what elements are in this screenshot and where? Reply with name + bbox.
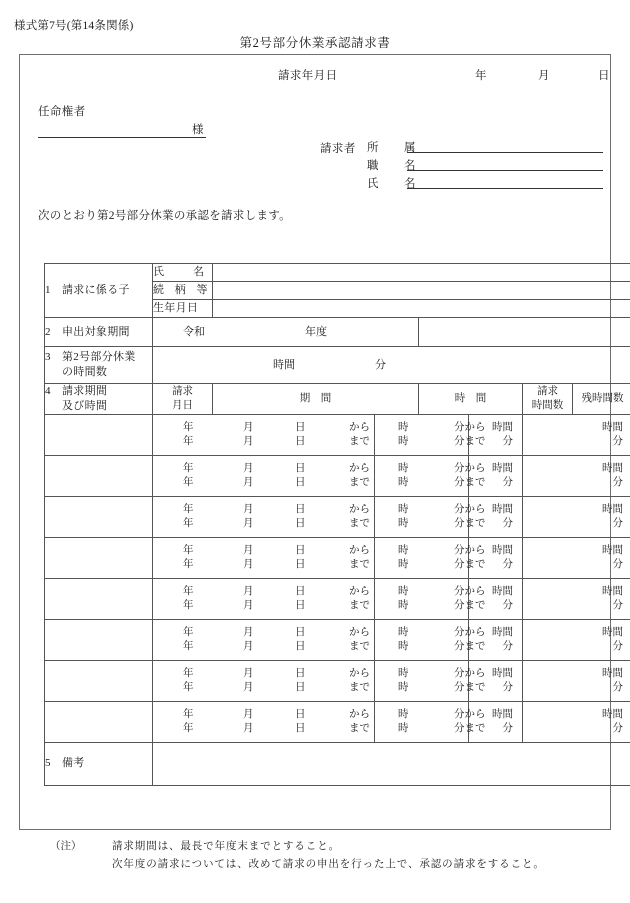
row-period-from	[153, 667, 374, 681]
appointer-name-field[interactable]	[38, 122, 206, 138]
row-period-to	[153, 599, 374, 613]
period-from-month-unit: 月	[243, 462, 254, 474]
row-remaining-hours-field[interactable]	[523, 701, 630, 742]
period-from-year-unit: 年	[183, 708, 194, 720]
row-time-field[interactable]	[375, 414, 486, 455]
period-from-conj: から	[349, 585, 370, 597]
row-claim-date-field[interactable]	[45, 701, 153, 742]
note-line-1: 請求期間は、最長で年度末までとすること。	[112, 841, 340, 852]
table-row	[45, 264, 630, 282]
period-to-year-unit: 年	[183, 558, 194, 570]
time-to-hour-unit: 時	[398, 517, 409, 529]
period-from-day-unit: 日	[295, 462, 306, 474]
period-to-day-unit: 日	[295, 558, 306, 570]
time-to-minute-unit: 分まで	[454, 517, 486, 529]
section3-label-line1: 第2号部分休業	[62, 351, 136, 364]
table-row	[45, 496, 630, 537]
row-claim-hours-field[interactable]	[469, 701, 523, 742]
row-period-to	[153, 722, 374, 736]
remarks-field[interactable]	[153, 742, 630, 785]
child-birthdate-field[interactable]	[213, 300, 630, 318]
row-time-to	[375, 476, 486, 490]
period-from-month-unit: 月	[243, 544, 254, 556]
section4-label-cell	[45, 384, 153, 415]
row-time-from	[375, 462, 486, 476]
period-to-conj: まで	[349, 640, 370, 652]
row-time-field[interactable]	[375, 660, 486, 701]
section3-label	[62, 350, 136, 380]
child-name-key-text: 氏 名	[153, 266, 213, 279]
period-from-conj: から	[349, 421, 370, 433]
section3-label-line2: の時間数	[62, 366, 108, 378]
row-time-field[interactable]	[375, 701, 486, 742]
notes-lines	[112, 838, 545, 875]
row-time-from	[375, 626, 486, 640]
header-claim-hours-line2: 時間数	[531, 399, 564, 411]
time-from-minute-unit: 分から	[454, 708, 486, 720]
requester-title: 請求者	[320, 143, 356, 155]
period-to-conj: まで	[349, 435, 370, 447]
row-period-from	[153, 585, 374, 599]
header-time-text: 時 間	[454, 392, 487, 404]
table-row	[45, 455, 630, 496]
section1-number: 1	[45, 284, 51, 297]
section3-hours-unit: 時間	[273, 359, 295, 371]
row-period-field[interactable]	[153, 496, 375, 537]
row-claim-date-field[interactable]	[45, 537, 153, 578]
period-to-month-unit: 月	[243, 435, 254, 447]
claim-hours-hour-unit: 時間	[492, 708, 513, 720]
period-to-month-unit: 月	[243, 681, 254, 693]
intro-sentence: 次のとおり第2号部分休業の承認を請求します。	[38, 210, 291, 222]
row-remaining-hours-field[interactable]	[523, 537, 630, 578]
note-line-2: 次年度の請求については、改めて請求の申出を行った上で、承認の請求をすること。	[112, 859, 545, 871]
notes-marker: （注）	[50, 841, 82, 852]
period-from-month-unit: 月	[243, 421, 254, 433]
period-to-conj: まで	[349, 599, 370, 611]
claim-date-year-unit: 年	[475, 70, 487, 82]
period-from-day-unit: 日	[295, 421, 306, 433]
remaining-minute-unit: 分	[612, 681, 623, 693]
period-from-day-unit: 日	[295, 544, 306, 556]
row-period-from	[153, 544, 374, 558]
row-period-field[interactable]	[153, 578, 375, 619]
section4-label-line2: 及び時間	[62, 399, 108, 412]
table-row	[45, 384, 630, 415]
period-from-conj: から	[349, 667, 370, 679]
time-from-hour-unit: 時	[398, 544, 409, 556]
claim-hours-hour-unit: 時間	[492, 585, 513, 597]
fiscal-year-label: 年度	[305, 326, 327, 338]
period-to-conj: まで	[349, 558, 370, 570]
period-from-conj: から	[349, 708, 370, 720]
time-from-hour-unit: 時	[398, 503, 409, 515]
requester-row-jobtitle	[367, 157, 603, 175]
remaining-hour-unit: 時間	[602, 708, 623, 720]
row-period-to	[153, 517, 374, 531]
period-to-day-unit: 日	[295, 722, 306, 734]
row-claim-hours-field[interactable]	[469, 537, 523, 578]
appointer-block	[38, 103, 206, 138]
section5-number: 5	[45, 757, 51, 770]
target-period-field[interactable]	[153, 318, 419, 347]
row-remaining-hours-field[interactable]	[523, 660, 630, 701]
period-from-year-unit: 年	[183, 667, 194, 679]
appointer-label: 任命権者	[38, 106, 86, 118]
header-claim-date-line1: 請求	[172, 385, 193, 397]
row-claim-hours-field[interactable]	[469, 619, 523, 660]
section5-label-cell	[45, 742, 153, 785]
requester-name-label: 氏 名	[367, 178, 423, 190]
period-from-month-unit: 月	[243, 708, 254, 720]
row-time-to	[375, 722, 486, 736]
period-from-day-unit: 日	[295, 708, 306, 720]
row-time-field[interactable]	[375, 496, 486, 537]
header-period	[213, 384, 419, 415]
period-from-year-unit: 年	[183, 421, 194, 433]
time-from-minute-unit: 分から	[454, 667, 486, 679]
section5-label: 備考	[62, 757, 85, 770]
claim-hours-minute-unit: 分	[502, 640, 513, 652]
time-to-hour-unit: 時	[398, 558, 409, 570]
period-from-day-unit: 日	[295, 585, 306, 597]
period-to-year-unit: 年	[183, 435, 194, 447]
remaining-minute-unit: 分	[612, 558, 623, 570]
time-to-minute-unit: 分まで	[454, 681, 486, 693]
row-claim-date-field[interactable]	[45, 619, 153, 660]
row-remaining-hours-field[interactable]	[523, 619, 630, 660]
time-from-minute-unit: 分から	[454, 626, 486, 638]
row-period-field[interactable]	[153, 619, 375, 660]
row-period-field[interactable]	[153, 537, 375, 578]
time-from-hour-unit: 時	[398, 626, 409, 638]
claim-hours-minute-unit: 分	[502, 722, 513, 734]
period-to-day-unit: 日	[295, 517, 306, 529]
row-time-from	[375, 708, 486, 722]
row-time-field[interactable]	[375, 619, 486, 660]
period-to-day-unit: 日	[295, 640, 306, 652]
period-to-month-unit: 月	[243, 517, 254, 529]
remaining-hour-unit: 時間	[602, 667, 623, 679]
requester-row-affiliation	[367, 139, 603, 157]
remaining-minute-unit: 分	[612, 722, 623, 734]
section3-minutes-unit: 分	[375, 359, 386, 371]
section2-label-cell	[45, 318, 153, 347]
period-from-conj: から	[349, 626, 370, 638]
claim-date-row	[20, 67, 612, 85]
child-name-field[interactable]	[213, 264, 630, 282]
child-relation-key-text: 続 柄 等	[153, 284, 212, 297]
form-grid	[44, 263, 630, 786]
time-to-hour-unit: 時	[398, 722, 409, 734]
claim-hours-minute-unit: 分	[502, 476, 513, 488]
table-row	[45, 660, 630, 701]
table-row	[45, 578, 630, 619]
period-to-conj: まで	[349, 517, 370, 529]
row-claim-date-field[interactable]	[45, 414, 153, 455]
row-period-field[interactable]	[153, 660, 375, 701]
row-time-field[interactable]	[375, 455, 486, 496]
row-time-from	[375, 503, 486, 517]
claim-hours-minute-unit: 分	[502, 558, 513, 570]
header-claim-date	[153, 384, 213, 415]
row-claim-hours-field[interactable]	[469, 660, 523, 701]
time-to-minute-unit: 分まで	[454, 722, 486, 734]
section3-hours-field[interactable]	[153, 347, 630, 384]
row-claim-date-field[interactable]	[45, 455, 153, 496]
row-time-to	[375, 681, 486, 695]
row-time-from	[375, 667, 486, 681]
row-period-field[interactable]	[153, 414, 375, 455]
period-from-conj: から	[349, 544, 370, 556]
table-row	[45, 347, 630, 384]
time-from-hour-unit: 時	[398, 585, 409, 597]
table-row	[45, 537, 630, 578]
row-time-from	[375, 544, 486, 558]
row-time-to	[375, 599, 486, 613]
form-outer-box	[19, 54, 624, 830]
section3-label-cell	[45, 347, 153, 384]
row-remaining-hours-field[interactable]	[523, 496, 630, 537]
row-remaining-hours-field[interactable]	[523, 578, 630, 619]
time-to-hour-unit: 時	[398, 599, 409, 611]
section2-number: 2	[45, 325, 51, 338]
claim-hours-minute-unit: 分	[502, 517, 513, 529]
table-row	[45, 619, 630, 660]
row-claim-hours-field[interactable]	[469, 455, 523, 496]
table-row	[45, 414, 630, 455]
remaining-hour-unit: 時間	[602, 585, 623, 597]
time-to-hour-unit: 時	[398, 681, 409, 693]
period-to-month-unit: 月	[243, 640, 254, 652]
era-label: 令和	[183, 326, 205, 338]
claim-hours-hour-unit: 時間	[492, 462, 513, 474]
period-from-month-unit: 月	[243, 626, 254, 638]
row-claim-hours-field[interactable]	[469, 578, 523, 619]
section1-label: 請求に係る子	[62, 284, 130, 297]
time-from-hour-unit: 時	[398, 667, 409, 679]
period-to-month-unit: 月	[243, 599, 254, 611]
period-to-day-unit: 日	[295, 681, 306, 693]
table-row	[45, 318, 630, 347]
time-to-minute-unit: 分まで	[454, 599, 486, 611]
row-time-to	[375, 558, 486, 572]
requester-affiliation-field[interactable]	[407, 139, 603, 153]
child-birthdate-key	[153, 300, 213, 318]
child-name-key	[153, 264, 213, 282]
time-from-minute-unit: 分から	[454, 462, 486, 474]
time-from-minute-unit: 分から	[454, 585, 486, 597]
time-from-hour-unit: 時	[398, 462, 409, 474]
appointer-honorific: 様	[190, 121, 204, 137]
row-time-field[interactable]	[375, 537, 486, 578]
time-to-minute-unit: 分まで	[454, 435, 486, 447]
row-claim-date-field[interactable]	[45, 496, 153, 537]
row-period-from	[153, 421, 374, 435]
period-from-conj: から	[349, 462, 370, 474]
row-claim-hours-field[interactable]	[469, 414, 523, 455]
claim-hours-hour-unit: 時間	[492, 667, 513, 679]
time-to-minute-unit: 分まで	[454, 640, 486, 652]
period-from-month-unit: 月	[243, 667, 254, 679]
period-to-year-unit: 年	[183, 517, 194, 529]
section4-number: 4	[45, 385, 51, 397]
child-birthdate-key-text: 生年月日	[153, 302, 199, 315]
header-time	[419, 384, 523, 415]
remaining-hour-unit: 時間	[602, 544, 623, 556]
row-period-from	[153, 626, 374, 640]
claim-hours-hour-unit: 時間	[492, 626, 513, 638]
row-time-from	[375, 421, 486, 435]
row-period-to	[153, 558, 374, 572]
notes-block	[50, 838, 545, 875]
period-from-year-unit: 年	[183, 462, 194, 474]
period-from-conj: から	[349, 503, 370, 515]
requester-affiliation-label: 所 属	[367, 142, 423, 154]
remaining-hour-unit: 時間	[602, 626, 623, 638]
claim-date-month-unit: 月	[538, 70, 550, 82]
requester-row-name	[367, 175, 603, 193]
requester-block	[320, 139, 603, 193]
requester-name-field[interactable]	[407, 175, 603, 189]
section1-label-cell	[45, 264, 153, 318]
header-period-text: 期 間	[299, 392, 332, 404]
period-to-conj: まで	[349, 476, 370, 488]
header-claim-date-line2: 月日	[172, 399, 193, 411]
row-time-field[interactable]	[375, 578, 486, 619]
time-to-hour-unit: 時	[398, 640, 409, 652]
period-from-day-unit: 日	[295, 667, 306, 679]
time-to-minute-unit: 分まで	[454, 476, 486, 488]
row-period-field[interactable]	[153, 455, 375, 496]
header-claim-hours	[523, 384, 573, 415]
section4-label	[62, 384, 107, 414]
claim-hours-minute-unit: 分	[502, 599, 513, 611]
remaining-minute-unit: 分	[612, 517, 623, 529]
period-to-conj: まで	[349, 681, 370, 693]
period-to-year-unit: 年	[183, 476, 194, 488]
row-time-to	[375, 640, 486, 654]
time-from-minute-unit: 分から	[454, 544, 486, 556]
requester-jobtitle-label: 職 名	[367, 160, 423, 172]
child-relation-field[interactable]	[213, 282, 630, 300]
period-from-year-unit: 年	[183, 544, 194, 556]
remaining-minute-unit: 分	[612, 599, 623, 611]
time-from-hour-unit: 時	[398, 708, 409, 720]
time-from-minute-unit: 分から	[454, 503, 486, 515]
form-code: 様式第7号(第14条関係)	[14, 20, 134, 32]
remaining-minute-unit: 分	[612, 640, 623, 652]
remaining-minute-unit: 分	[612, 435, 623, 447]
claim-hours-hour-unit: 時間	[492, 544, 513, 556]
period-to-day-unit: 日	[295, 435, 306, 447]
section4-label-line1: 請求期間	[62, 385, 108, 397]
period-from-month-unit: 月	[243, 503, 254, 515]
period-from-day-unit: 日	[295, 503, 306, 515]
period-to-month-unit: 月	[243, 476, 254, 488]
row-period-to	[153, 681, 374, 695]
period-from-day-unit: 日	[295, 626, 306, 638]
row-time-to	[375, 517, 486, 531]
period-to-day-unit: 日	[295, 599, 306, 611]
row-remaining-hours-field[interactable]	[523, 455, 630, 496]
row-claim-date-field[interactable]	[45, 660, 153, 701]
period-to-year-unit: 年	[183, 599, 194, 611]
claim-date-label: 請求年月日	[278, 70, 338, 82]
remaining-minute-unit: 分	[612, 476, 623, 488]
header-claim-hours-line1: 請求	[537, 385, 558, 397]
remaining-hour-unit: 時間	[602, 503, 623, 515]
claim-date-day-unit: 日	[598, 70, 610, 82]
table-row	[45, 701, 630, 742]
header-remaining-hours-text: 残時間数	[581, 392, 624, 404]
row-period-field[interactable]	[153, 701, 375, 742]
row-period-to	[153, 640, 374, 654]
period-to-month-unit: 月	[243, 722, 254, 734]
row-time-to	[375, 435, 486, 449]
claim-hours-minute-unit: 分	[502, 435, 513, 447]
period-from-year-unit: 年	[183, 503, 194, 515]
row-period-from	[153, 503, 374, 517]
row-claim-date-field[interactable]	[45, 578, 153, 619]
row-remaining-hours-field[interactable]	[523, 414, 630, 455]
table-row	[45, 742, 630, 785]
period-to-year-unit: 年	[183, 640, 194, 652]
remaining-hour-unit: 時間	[602, 462, 623, 474]
target-period-extra-field[interactable]	[419, 318, 630, 347]
time-from-hour-unit: 時	[398, 421, 409, 433]
row-claim-hours-field[interactable]	[469, 496, 523, 537]
period-from-year-unit: 年	[183, 626, 194, 638]
section3-number: 3	[45, 351, 51, 364]
remaining-hour-unit: 時間	[602, 421, 623, 433]
requester-jobtitle-field[interactable]	[407, 157, 603, 171]
time-to-hour-unit: 時	[398, 476, 409, 488]
period-to-year-unit: 年	[183, 681, 194, 693]
row-period-to	[153, 435, 374, 449]
section2-label: 申出対象期間	[62, 325, 130, 338]
period-from-year-unit: 年	[183, 585, 194, 597]
row-time-from	[375, 585, 486, 599]
row-period-from	[153, 708, 374, 722]
claim-hours-hour-unit: 時間	[492, 503, 513, 515]
claim-hours-hour-unit: 時間	[492, 421, 513, 433]
header-remaining-hours	[573, 384, 630, 415]
period-from-month-unit: 月	[243, 585, 254, 597]
period-to-month-unit: 月	[243, 558, 254, 570]
period-to-conj: まで	[349, 722, 370, 734]
claim-hours-minute-unit: 分	[502, 681, 513, 693]
period-to-year-unit: 年	[183, 722, 194, 734]
row-period-to	[153, 476, 374, 490]
time-to-hour-unit: 時	[398, 435, 409, 447]
row-period-from	[153, 462, 374, 476]
period-to-day-unit: 日	[295, 476, 306, 488]
page-title: 第2号部分休業承認請求書	[239, 36, 391, 50]
time-to-minute-unit: 分まで	[454, 558, 486, 570]
time-from-minute-unit: 分から	[454, 421, 486, 433]
child-relation-key	[153, 282, 213, 300]
